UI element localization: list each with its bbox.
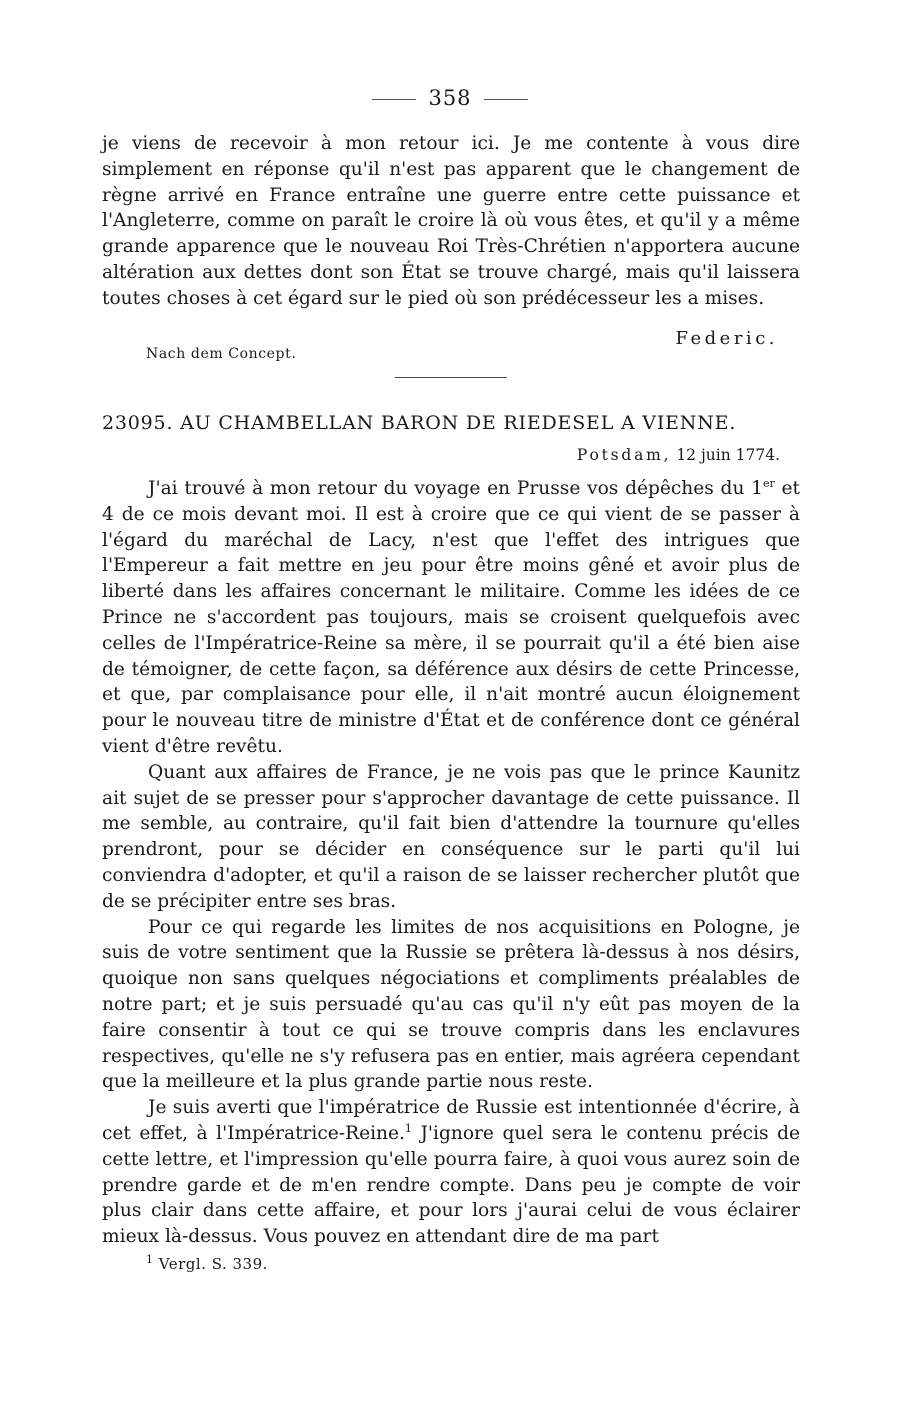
footnote-reference: 1: [404, 1121, 412, 1135]
signature: Federic.: [675, 328, 778, 349]
letter-heading: [102, 412, 800, 434]
previous-letter-ending: [102, 131, 800, 312]
letter-paragraph-2: Quant aux affaires de France, je ne vois pas que le prince Kaunitz ait sujet de se presser pour s'approcher davantage de cette puissance. Il me semble, au contraire, qu'il fait bien d'attendre la tournure qu'elles prendront, pour se décider en conséquence sur le parti qu'il lui conviendra d'adopter, et qu'il a raison de se laisser rechercher plutôt que de se précipiter entre ses bras.: [102, 761, 800, 912]
letter-place-date: [577, 446, 780, 464]
source-note: Nach dem Concept.: [146, 346, 297, 362]
footnote: [146, 1255, 268, 1273]
superscript-er: er: [763, 476, 775, 490]
letter-number: 23095.: [102, 412, 174, 434]
letter-paragraph-3: Pour ce qui regarde les limites de nos acquisitions en Pologne, je suis de votre sentiment que la Russie se prêtera là-dessus à nos désirs, quoique non sans quelques négociations et compliments préalables de notre part; et je suis persuadé qu'au cas qu'il n'y eût pas moyen de la faire consentir à tout ce qui se trouve compris dans les enclavures respectives, qu'elle ne s'y refusera pas en entier, mais agréera cependant que la meilleure et la plus grande partie nous reste.: [102, 916, 800, 1093]
header-left-dash: [372, 99, 416, 100]
letter-place: Potsdam,: [576, 446, 672, 464]
page-header: [0, 86, 900, 110]
letter-body: [102, 476, 800, 1250]
letter-paragraph-1: J'ai trouvé à mon retour du voyage en Prusse vos dépêches du 1er et 4 de ce mois devant moi. Il est à croire que ce qui vient de se passer à l'égard du maréchal de Lacy, n'est que l'effet des intrigues que l'Empereur a fait mettre en jeu pour être moins gêné et avoir plus de liberté dans les affaires concernant le militaire. Comme les idées de ce Prince ne s'accordent pas toujours, mais se croisent quelquefois avec celles de l'Impératrice-Reine sa mère, il se pourrait qu'il a été bien aise de témoigner, de cette façon, sa déférence aux désirs de cette Princesse, et que, par complaisance pour elle, il n'ait montré aucun éloignement pour le nouveau titre de ministre d'État et de conférence dont ce général vient d'être revêtu.: [102, 476, 801, 757]
footnote-marker: 1: [146, 1253, 154, 1266]
header-right-dash: [484, 99, 528, 100]
letter-paragraph-4: Je suis averti que l'impératrice de Russie est intentionnée d'écrire, à cet effet, à l'Impératrice-Reine.$^1$ J'ignore quel sera le contenu précis de cette lettre, et l'impression qu'elle pourra faire, à quoi vous aurez soin de prendre garde et de m'en rendre compte. Dans peu je compte de voir plus clair dans cette affaire, et pour lors j'aurai celui de vous éclairer mieux là-dessus. Vous pouvez en attendant dire de ma part: [102, 1097, 800, 1248]
page-number: 358: [428, 86, 472, 110]
letter-date: 12 juin 1774.: [676, 446, 780, 464]
letter-title: AU CHAMBELLAN BARON DE RIEDESEL A VIENNE.: [180, 412, 737, 434]
footnote-text: Vergl. S. 339.: [158, 1255, 268, 1273]
section-divider: [395, 377, 507, 378]
previous-letter-paragraph: je viens de recevoir à mon retour ici. Je me contente à vous dire simplement en réponse qu'il n'est pas apparent que le changement de règne arrivé en France entraîne une guerre entre cette puissance et l'Angleterre, comme on paraît le croire là où vous êtes, et qu'il y a même grande apparence que le nouveau Roi Très-Chrétien n'apportera aucune altération aux dettes dont son État se trouve chargé, mais qu'il laissera toutes choses à cet égard sur le pied où son prédécesseur les a mises.: [102, 133, 800, 309]
